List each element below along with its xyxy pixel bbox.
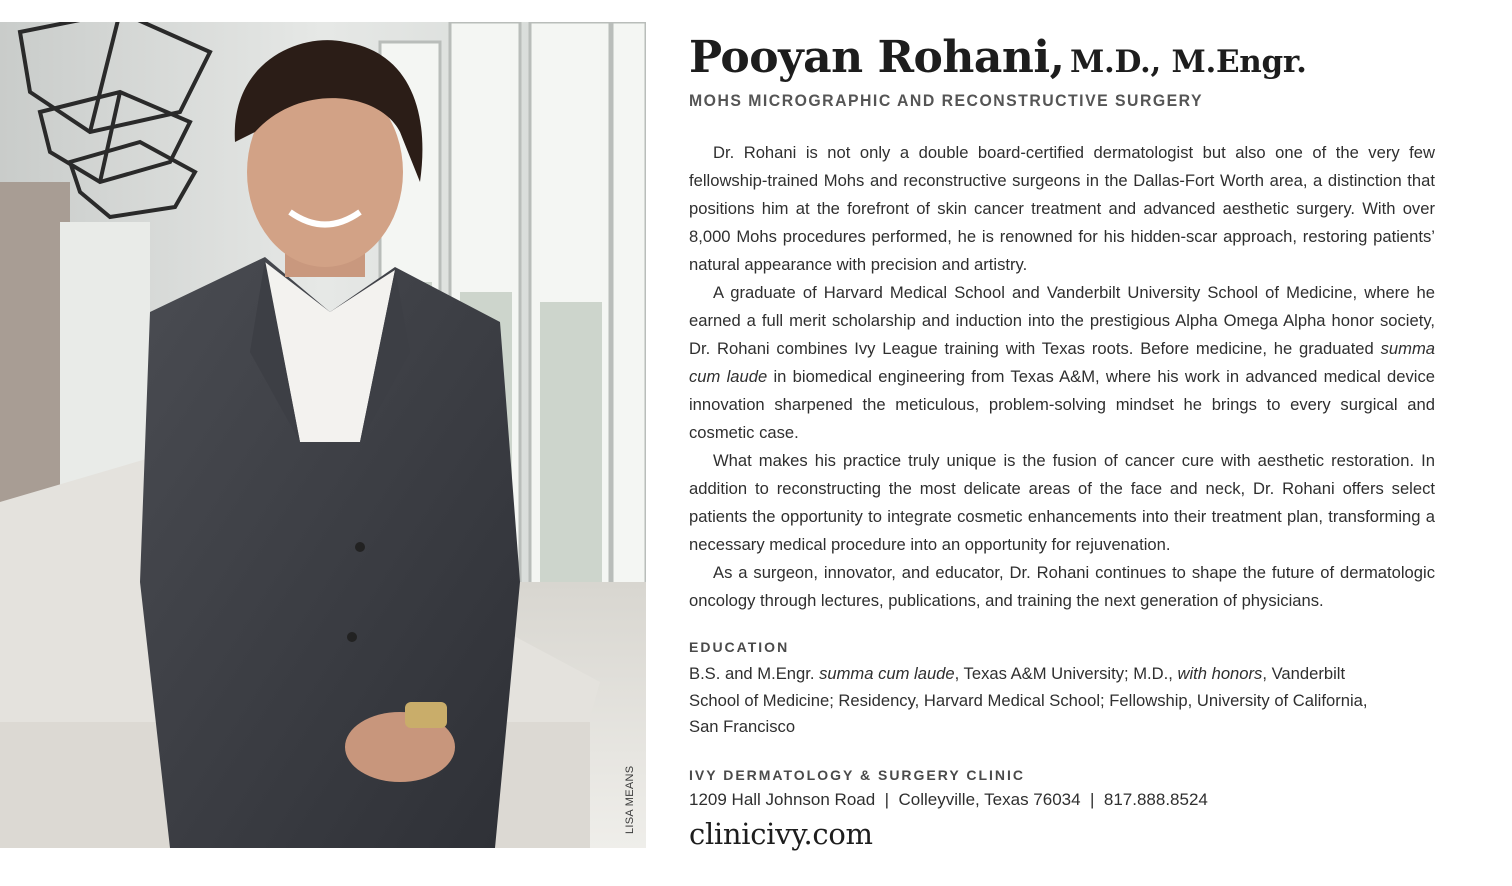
clinic-website-link[interactable]: clinicivy.com [689,816,873,851]
doctor-name-heading [689,30,1435,88]
education-text: B.S. and M.Engr. summa cum laude, Texas A&M University; M.D., with honors, Vanderbilt School of Medicine; Residency, Harvard Medical School; Fellowship, University of California, San Francisco [689,664,1368,736]
bio-paragraph-1: Dr. Rohani is not only a double board-certified dermatologist but also one of the very few fellowship-trained Mohs and reconstructive surgeons in the Dallas-Fort Worth area, a distinction that positions him at the forefront of skin cancer treatment and advanced aesthetic surgery. With over 8,000 Mohs procedures performed, he is renowned for his hidden-scar approach, restoring patients’ natural appearance with precision and artistry. [689,143,1435,274]
bio-paragraph-2: A graduate of Harvard Medical School and Vanderbilt University School of Medicine, where he earned a full merit scholarship and induction into the prestigious Alpha Omega Alpha honor society, Dr. Rohani combines Ivy League training with Texas roots. Before medicine, he graduated summa cum laude in biomedical engineering from Texas A&M, where his work in advanced medical device innovation sharpened the meticulous, problem-solving mindset he brings to every surgical and cosmetic case. [689,283,1435,442]
portrait-photo [0,22,646,848]
bio-paragraph-4: As a surgeon, innovator, and educator, Dr. Rohani continues to shape the future of dermatologic oncology through lectures, publications, and training the next generation of physicians. [689,563,1435,610]
education-label: EDUCATION [689,639,790,655]
profile-text [689,30,1435,855]
specialty-subtitle: MOHS MICROGRAPHIC AND RECONSTRUCTIVE SURGERY [689,91,1204,110]
photo-credit: LISA MEANS [624,765,636,834]
bio-paragraph-3: What makes his practice truly unique is the fusion of cancer cure with aesthetic restoration. In addition to reconstructing the most delicate areas of the face and neck, Dr. Rohani offers select patients the opportunity to integrate cosmetic enhancements into their treatment plan, transforming a necessary medical procedure into an opportunity for rejuvenation. [689,451,1435,554]
biography [689,139,1435,615]
doctor-credentials: M.D., M.Engr. [1070,44,1307,80]
doctor-name: Pooyan Rohani, [689,32,1065,83]
clinic-name: IVY DERMATOLOGY & SURGERY CLINIC [689,766,1026,783]
clinic-address: 1209 Hall Johnson Road | Colleyville, Texas 76034 | 817.888.8524 [689,789,1208,809]
